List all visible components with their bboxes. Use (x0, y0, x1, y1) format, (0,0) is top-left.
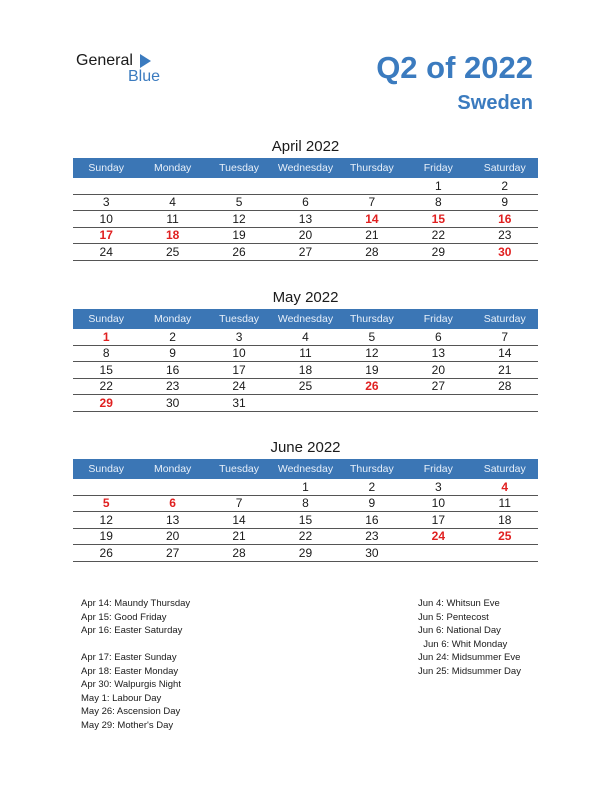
weekday-label: Sunday (88, 162, 125, 174)
holiday-day-cell: 25 (498, 529, 512, 544)
day-cell: 6 (434, 329, 442, 344)
day-cell: 21 (232, 529, 246, 544)
day-cell: 26 (99, 545, 113, 560)
holiday-day-cell: 4 (501, 479, 509, 494)
day-cell: 25 (165, 244, 180, 259)
weekday-label: Friday (423, 313, 453, 325)
logo-flag-icon (140, 54, 151, 68)
holiday-list-item: Apr 14: Maundy Thursday (81, 598, 191, 609)
holiday-list-item: Jun 5: Pentecost (418, 611, 489, 623)
day-cell: 8 (102, 346, 110, 361)
weekday-label: Monday (153, 463, 192, 475)
day-cell: 6 (302, 195, 309, 210)
day-cell: 27 (298, 244, 313, 259)
holiday-list-right (418, 597, 521, 678)
day-cell: 11 (498, 496, 511, 511)
weekday-label: Friday (423, 463, 453, 475)
day-cell: 1 (434, 178, 442, 193)
day-cell: 30 (165, 395, 180, 410)
day-cell: 2 (368, 479, 376, 494)
day-cell: 15 (99, 362, 113, 377)
weekday-label: Tuesday (219, 162, 259, 174)
weekday-label: Saturday (483, 463, 526, 475)
month-april (73, 136, 538, 261)
day-cell: 4 (302, 329, 309, 344)
month-title: May 2022 (272, 289, 339, 306)
weekday-label: Tuesday (219, 463, 259, 475)
weekday-label: Friday (423, 162, 453, 174)
day-cell: 27 (431, 379, 445, 394)
weekday-label: Saturday (483, 313, 526, 325)
week-row (73, 346, 538, 363)
month-title: June 2022 (270, 439, 341, 456)
day-cell: 23 (498, 228, 512, 243)
day-cell: 19 (99, 529, 113, 544)
day-cell: 21 (365, 228, 379, 243)
week-row (73, 178, 538, 195)
day-cell: 16 (165, 362, 180, 377)
day-cell: 3 (102, 195, 110, 210)
day-cell: 22 (298, 529, 313, 544)
quarter-title: Q2 of 2022 (376, 50, 533, 85)
day-cell: 24 (99, 244, 113, 259)
day-cell: 7 (235, 496, 243, 511)
day-cell: 10 (431, 496, 445, 511)
day-cell: 15 (298, 512, 313, 527)
day-cell: 10 (232, 346, 246, 361)
holiday-day-cell: 16 (498, 211, 512, 226)
holiday-day-cell: 1 (102, 329, 110, 344)
weekday-label: Tuesday (219, 313, 259, 325)
day-cell: 22 (431, 228, 445, 243)
day-cell: 5 (368, 329, 376, 344)
holiday-list-item: May 26: Ascension Day (81, 706, 181, 717)
week-row (73, 496, 538, 513)
day-cell: 18 (498, 512, 512, 527)
day-cell: 3 (235, 329, 243, 344)
day-cell: 17 (232, 362, 246, 377)
holiday-day-cell: 15 (431, 211, 445, 226)
holiday-day-cell: 5 (102, 496, 110, 511)
day-cell: 19 (365, 362, 379, 377)
day-cell: 10 (99, 211, 113, 226)
holiday-list-item: Apr 18: Easter Monday (81, 665, 179, 677)
weekday-header-row (73, 309, 538, 329)
day-cell: 1 (302, 479, 309, 494)
day-cell: 13 (165, 512, 180, 527)
logo-blue-text: Blue (128, 68, 161, 85)
month-may (73, 287, 538, 412)
weekday-label: Thursday (350, 313, 394, 325)
day-cell: 30 (365, 545, 379, 560)
holiday-list-item: May 29: Mother's Day (81, 719, 174, 731)
day-cell: 28 (365, 244, 379, 259)
day-cell: 9 (368, 496, 376, 511)
day-cell: 9 (169, 346, 176, 361)
day-cell: 3 (434, 479, 442, 494)
day-cell: 7 (368, 195, 376, 210)
holiday-list-item: Jun 6: National Day (418, 625, 501, 636)
day-cell: 13 (298, 211, 313, 226)
day-cell: 23 (165, 379, 180, 394)
day-cell: 8 (434, 195, 442, 210)
holiday-list-item: Apr 16: Easter Saturday (81, 625, 183, 636)
day-cell: 19 (232, 228, 246, 243)
week-row (73, 195, 538, 212)
weekday-header-row (73, 158, 538, 178)
weekday-label: Thursday (350, 162, 394, 174)
day-cell: 12 (232, 211, 246, 226)
week-row (73, 211, 538, 228)
holiday-day-cell: 29 (99, 395, 113, 410)
day-cell: 4 (169, 195, 176, 210)
holiday-list-item: May 1: Labour Day (81, 692, 162, 704)
week-row (73, 529, 538, 546)
week-row (73, 329, 538, 346)
day-cell: 29 (431, 244, 445, 259)
month-june (73, 437, 538, 562)
holiday-list-left (81, 597, 190, 732)
day-cell: 28 (232, 545, 246, 560)
week-row (73, 379, 538, 396)
day-cell: 7 (501, 329, 509, 344)
weekday-label: Monday (153, 162, 192, 174)
weekday-label: Sunday (88, 463, 125, 475)
day-cell: 29 (298, 545, 313, 560)
day-cell: 12 (99, 512, 113, 527)
day-cell: 12 (365, 346, 379, 361)
holiday-list-item: Apr 15: Good Friday (81, 611, 167, 623)
day-cell: 23 (365, 529, 379, 544)
general-blue-logo (76, 52, 176, 88)
day-cell: 20 (431, 362, 445, 377)
weekday-label: Sunday (88, 313, 125, 325)
day-cell: 17 (431, 512, 445, 527)
week-row (73, 545, 538, 562)
day-cell: 22 (99, 379, 113, 394)
weekday-label: Wednesday (277, 313, 334, 325)
holiday-list-item: Apr 30: Walpurgis Night (81, 679, 181, 690)
day-cell: 9 (501, 195, 509, 210)
day-cell: 24 (232, 379, 246, 394)
day-cell: 26 (232, 244, 246, 259)
holiday-day-cell: 18 (165, 228, 180, 243)
day-cell: 20 (298, 228, 313, 243)
holiday-list-item: Jun 6: Whit Monday (418, 638, 508, 650)
day-cell: 14 (498, 346, 512, 361)
week-row (73, 512, 538, 529)
holiday-day-cell: 17 (99, 228, 113, 243)
day-cell: 25 (298, 379, 313, 394)
holiday-list-gap (81, 638, 190, 652)
weekday-label: Wednesday (277, 162, 334, 174)
weekday-label: Monday (153, 313, 192, 325)
holiday-day-cell: 6 (169, 496, 176, 511)
week-row (73, 395, 538, 412)
holiday-list-item: Jun 24: Midsummer Eve (418, 652, 521, 663)
weekday-header-row (73, 459, 538, 479)
day-cell: 18 (298, 362, 313, 377)
week-row (73, 228, 538, 245)
weekday-label: Saturday (483, 162, 526, 174)
day-cell: 14 (232, 512, 246, 527)
month-title: April 2022 (271, 138, 340, 155)
holiday-day-cell: 26 (365, 379, 379, 394)
day-cell: 5 (235, 195, 243, 210)
day-cell: 31 (232, 395, 246, 410)
day-cell: 16 (365, 512, 379, 527)
country-title: Sweden (457, 92, 533, 114)
day-cell: 20 (165, 529, 180, 544)
day-cell: 2 (501, 178, 509, 193)
holiday-list-item: Apr 17: Easter Sunday (81, 652, 177, 663)
week-row (73, 244, 538, 261)
weekday-label: Thursday (350, 463, 394, 475)
holiday-day-cell: 24 (431, 529, 445, 544)
day-cell: 21 (498, 362, 512, 377)
day-cell: 11 (299, 346, 312, 361)
day-cell: 11 (166, 211, 179, 226)
day-cell: 8 (302, 496, 309, 511)
day-cell: 2 (169, 329, 176, 344)
holiday-list-item: Jun 4: Whitsun Eve (418, 598, 500, 609)
holiday-day-cell: 30 (498, 244, 512, 259)
day-cell: 27 (165, 545, 180, 560)
holiday-list-item: Jun 25: Midsummer Day (418, 665, 521, 677)
week-row (73, 362, 538, 379)
day-cell: 13 (431, 346, 445, 361)
logo-general-text: General (76, 52, 133, 69)
day-cell: 28 (498, 379, 512, 394)
holiday-day-cell: 14 (365, 211, 379, 226)
weekday-label: Wednesday (277, 463, 334, 475)
week-row (73, 479, 538, 496)
